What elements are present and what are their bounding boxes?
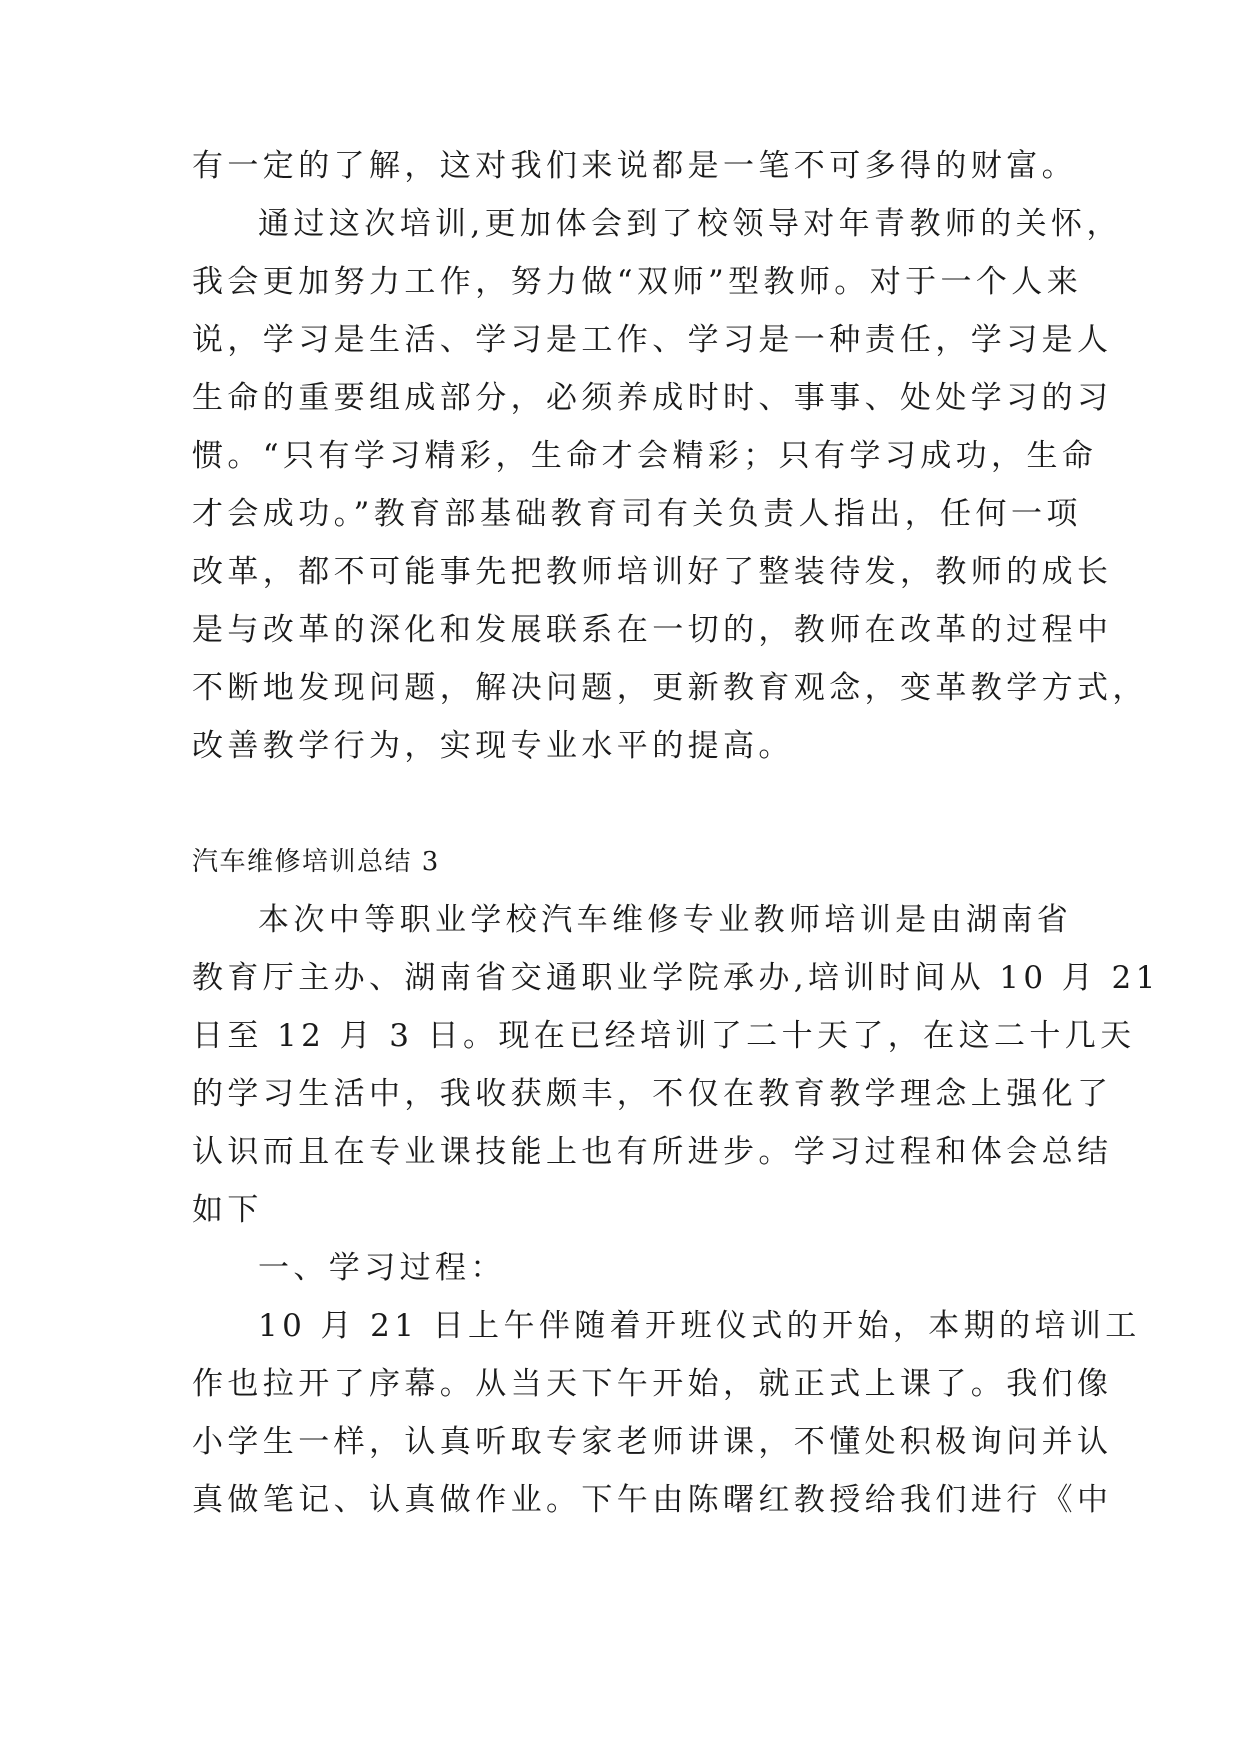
text-line: 惯。“只有学习精彩，生命才会精彩；只有学习成功，生命 <box>192 438 1098 474</box>
text-line: 真做笔记、认真做作业。下午由陈曙红教授给我们进行《中 <box>192 1482 1113 1518</box>
paragraph-first-line: 10 月 21 日上午伴随着开班仪式的开始，本期的培训工 <box>258 1308 1141 1344</box>
text-line: 才会成功。”教育部基础教育司有关负责人指出，任何一项 <box>192 496 1082 532</box>
text-line: 生命的重要组成部分，必须养成时时、事事、处处学习的习 <box>192 380 1113 416</box>
text-line: 改革，都不可能事先把教师培训好了整装待发，教师的成长 <box>192 554 1113 590</box>
text-line: 改善教学行为，实现专业水平的提高。 <box>192 728 794 764</box>
text-line: 有一定的了解，这对我们来说都是一笔不可多得的财富。 <box>192 148 1077 184</box>
text-line: 认识而且在专业课技能上也有所进步。学习过程和体会总结 <box>192 1134 1113 1170</box>
text-line: 不断地发现问题，解决问题，更新教育观念，变革教学方式， <box>192 670 1148 706</box>
text-line: 小学生一样，认真听取专家老师讲课，不懂处积极询问并认 <box>192 1424 1113 1460</box>
text-line: 教育厅主办、湖南省交通职业学院承办,培训时间从 10 月 21 <box>192 960 1160 996</box>
paragraph-first-line: 本次中等职业学校汽车维修专业教师培训是由湖南省 <box>258 902 1073 938</box>
paragraph-first-line: 通过这次培训,更加体会到了校领导对年青教师的关怀， <box>258 206 1122 242</box>
text-line: 作也拉开了序幕。从当天下午开始，就正式上课了。我们像 <box>192 1366 1113 1402</box>
subsection-heading: 一、学习过程： <box>258 1250 506 1286</box>
section-heading: 汽车维修培训总结 3 <box>192 847 440 877</box>
text-line: 我会更加努力工作，努力做“双师”型教师。对于一个人来 <box>192 264 1083 300</box>
text-line: 如下 <box>192 1192 263 1228</box>
text-line: 说，学习是生活、学习是工作、学习是一种责任，学习是人 <box>192 322 1113 358</box>
text-line: 日至 12 月 3 日。现在已经培训了二十天了，在这二十几天 <box>192 1018 1136 1054</box>
text-line: 是与改革的深化和发展联系在一切的，教师在改革的过程中 <box>192 612 1113 648</box>
text-line: 的学习生活中，我收获颇丰，不仅在教育教学理念上强化了 <box>192 1076 1113 1112</box>
